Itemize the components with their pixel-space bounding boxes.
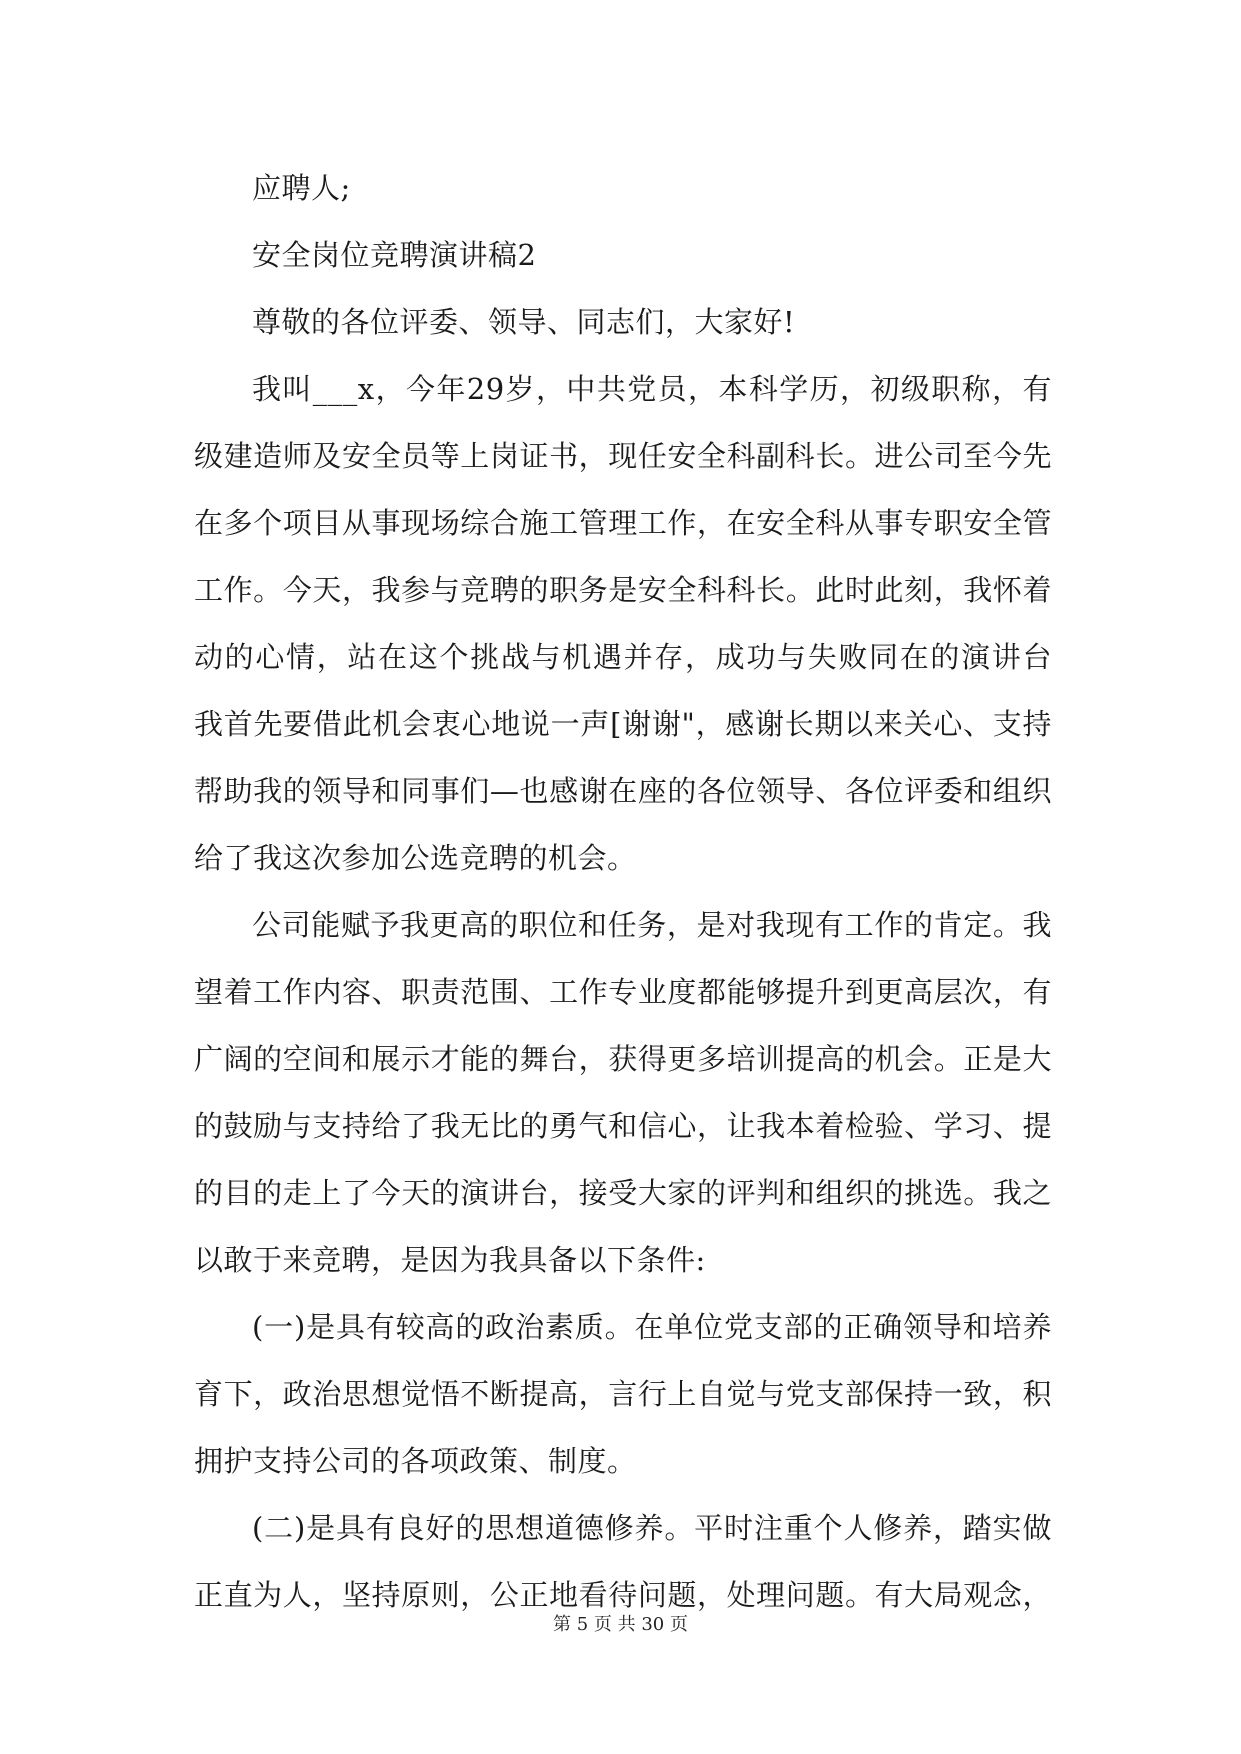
text-line: 拥护支持公司的各项政策、制度。 <box>194 1444 637 1478</box>
document-body <box>194 155 1052 1629</box>
text-line: 应聘人; <box>252 171 351 205</box>
text-line: 我叫___x，今年29岁，中共党员，本科学历，初级职称，有 <box>252 372 1052 406</box>
text-line: 级建造师及安全员等上岗证书，现任安全科副科长。进公司至今先 <box>194 439 1052 473</box>
text-line: 正直为人，坚持原则，公正地看待问题，处理问题。有大局观念， <box>194 1578 1052 1612</box>
text-line: 以敢于来竞聘，是因为我具备以下条件: <box>194 1243 706 1277</box>
text-line: 的目的走上了今天的演讲台，接受大家的评判和组织的挑选。我之 <box>194 1176 1052 1210</box>
text-line: 尊敬的各位评委、领导、同志们，大家好! <box>252 305 796 339</box>
text-line: 给了我这次参加公选竞聘的机会。 <box>194 841 637 875</box>
text-line: 的鼓励与支持给了我无比的勇气和信心，让我本着检验、学习、提 <box>194 1109 1052 1143</box>
page-footer: 第 5 页 共 30 页 <box>553 1614 688 1635</box>
text-line: 育下，政治思想觉悟不断提高，言行上自觉与党支部保持一致，积 <box>194 1377 1052 1411</box>
text-line: 工作。今天，我参与竞聘的职务是安全科科长。此时此刻，我怀着 <box>194 573 1052 607</box>
text-line: 在多个项目从事现场综合施工管理工作，在安全科从事专职安全管 <box>194 506 1052 540</box>
text-line: (一)是具有较高的政治素质。在单位党支部的正确领导和培养 <box>252 1310 1052 1344</box>
text-line: 公司能赋予我更高的职位和任务，是对我现有工作的肯定。我 <box>252 908 1052 942</box>
text-line: (二)是具有良好的思想道德修养。平时注重个人修养，踏实做 <box>252 1511 1052 1545</box>
text-line: 动的心情，站在这个挑战与机遇并存，成功与失败同在的演讲台 <box>194 640 1052 674</box>
text-line: 安全岗位竞聘演讲稿2 <box>252 238 537 272</box>
text-line: 帮助我的领导和同事们—也感谢在座的各位领导、各位评委和组织 <box>194 774 1052 808</box>
text-line: 我首先要借此机会衷心地说一声[谢谢"，感谢长期以来关心、支持 <box>194 707 1052 741</box>
text-line: 广阔的空间和展示才能的舞台，获得更多培训提高的机会。正是大 <box>194 1042 1052 1076</box>
text-line: 望着工作内容、职责范围、工作专业度都能够提升到更高层次，有 <box>194 975 1052 1009</box>
